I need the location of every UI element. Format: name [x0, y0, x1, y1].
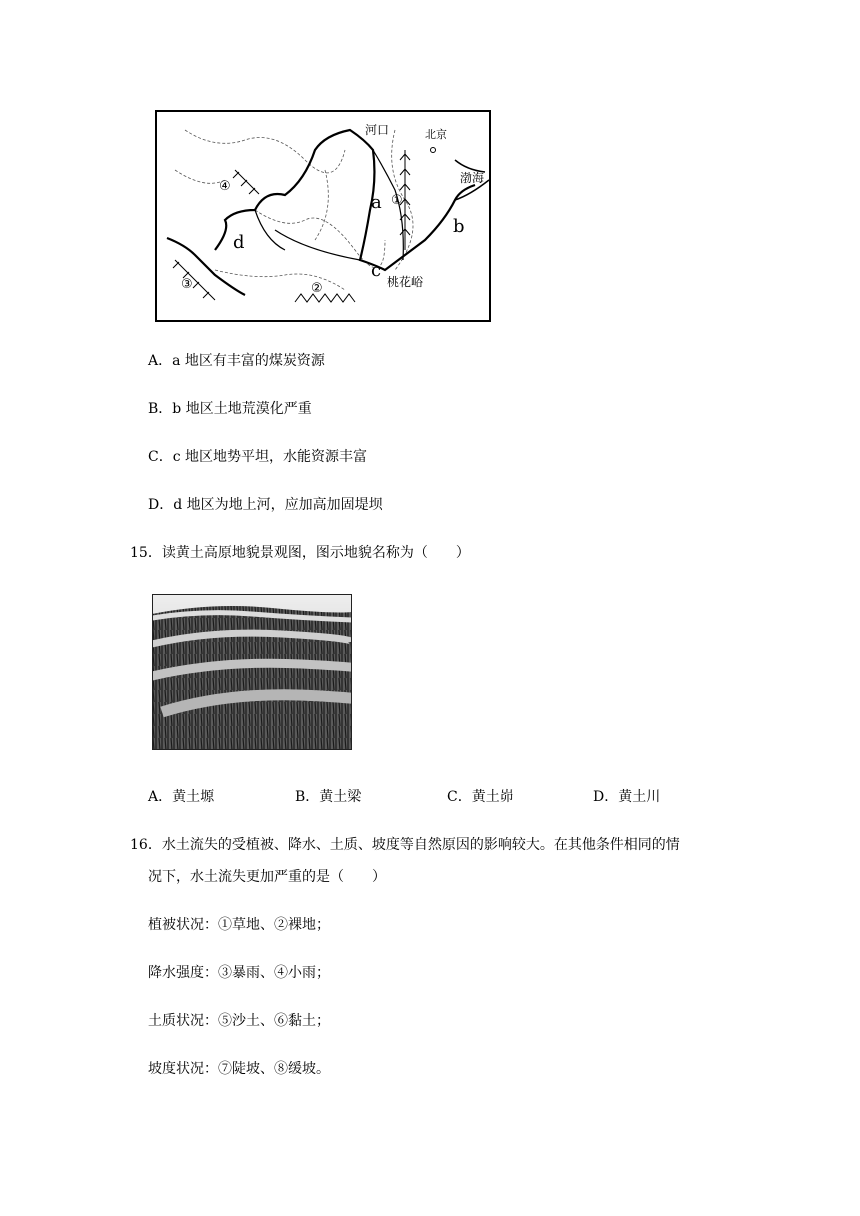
- q15-option-c: C．黄土峁: [447, 789, 514, 805]
- q14-option-d: D．d 地区为地上河，应加高加固堤坝: [148, 497, 383, 513]
- q15-stem: 15．读黄土高原地貌景观图，图示地貌名称为（ ）: [130, 545, 470, 561]
- label-n1: ①: [391, 193, 403, 208]
- label-c: c: [371, 260, 382, 281]
- q15-option-d: D．黄土川: [593, 789, 661, 805]
- q14-option-a: A．a 地区有丰富的煤炭资源: [148, 353, 325, 369]
- label-bohai: 渤海: [460, 171, 485, 185]
- label-n3: ③: [181, 277, 193, 292]
- label-n4: ④: [219, 179, 231, 194]
- label-hekou: 河口: [365, 123, 390, 137]
- q16-condition-rainfall: 降水强度：③暴雨、④小雨；: [148, 965, 330, 981]
- q14-option-b: B．b 地区土地荒漠化严重: [148, 401, 312, 417]
- q16-condition-soil: 土质状况：⑤沙土、⑥黏土；: [148, 1013, 330, 1029]
- yellow-river-map: [155, 110, 491, 322]
- label-beijing: 北京: [425, 128, 447, 141]
- q16-stem-line2: 况下，水土流失更加严重的是（ ）: [148, 869, 386, 885]
- q16-stem-line1: 16．水土流失的受植被、降水、土质、坡度等自然原因的影响较大。在其他条件相同的情: [130, 837, 680, 853]
- label-taohuayu: 桃花峪: [387, 275, 424, 289]
- q16-condition-vegetation: 植被状况：①草地、②裸地；: [148, 917, 330, 933]
- q15-option-b: B．黄土梁: [295, 789, 362, 805]
- label-d: d: [233, 232, 245, 253]
- q15-option-a: A．黄土塬: [148, 789, 215, 805]
- loess-landform-photo: [152, 594, 352, 750]
- q14-option-c: C．c 地区地势平坦，水能资源丰富: [148, 449, 368, 465]
- label-b: b: [453, 216, 465, 237]
- q16-condition-slope: 坡度状况：⑦陡坡、⑧缓坡。: [148, 1061, 330, 1077]
- label-a: a: [371, 192, 382, 213]
- label-n2: ②: [311, 281, 323, 296]
